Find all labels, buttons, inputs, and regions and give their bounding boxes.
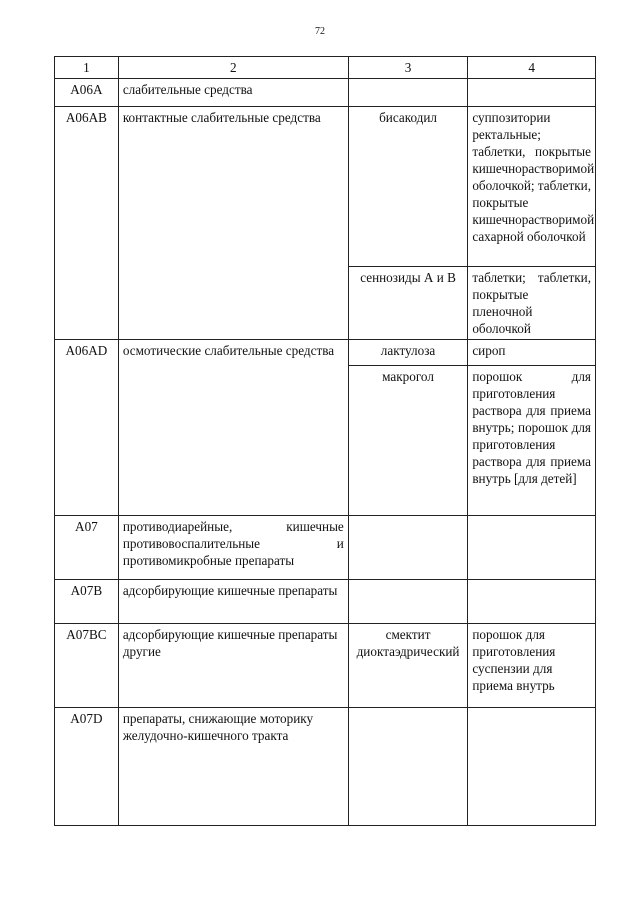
group-name: препараты, снижающие моторику желудочно-кишечного тракта — [118, 708, 348, 826]
table-row — [55, 340, 596, 366]
dosage-form: сироп — [468, 340, 596, 366]
page-number: 72 — [315, 26, 325, 37]
dosage-form: порошок для приготовления суспензии для приема внутрь — [468, 624, 596, 708]
group-name: контактные слабительные средства — [118, 107, 348, 340]
drug-name — [348, 79, 468, 107]
dosage-form — [468, 516, 596, 580]
group-name: противодиарейные, кишечные противовоспалительные и противомикробные препараты — [118, 516, 348, 580]
dosage-form: порошок для приготовления раствора для приема внутрь; порошок для приготовления раствора для приема внутрь [для детей] — [468, 366, 596, 516]
drug-name: смектит диоктаэдрический — [348, 624, 468, 708]
header-col-3: 3 — [348, 57, 468, 79]
dosage-form — [468, 580, 596, 624]
header-col-1: 1 — [55, 57, 119, 79]
table-row — [55, 580, 596, 624]
dosage-form — [468, 708, 596, 826]
atc-code: А06АD — [55, 340, 119, 516]
table-row — [55, 107, 596, 267]
drug-name — [348, 516, 468, 580]
dosage-form: суппозитории ректальные; таблетки, покрытые кишечнорастворимой оболочкой; таблетки, покрытые кишечнорастворимой сахарной оболочкой — [468, 107, 596, 267]
header-row — [55, 57, 596, 79]
atc-code: А07 — [55, 516, 119, 580]
group-name: слабительные средства — [118, 79, 348, 107]
drug-name: макрогол — [348, 366, 468, 516]
table-row — [55, 708, 596, 826]
group-name: осмотические слабительные средства — [118, 340, 348, 516]
drug-table — [54, 56, 596, 826]
drug-name — [348, 708, 468, 826]
drug-name: сеннозиды А и В — [348, 267, 468, 340]
table-row — [55, 79, 596, 107]
atc-code: А06А — [55, 79, 119, 107]
dosage-form — [468, 79, 596, 107]
drug-name — [348, 580, 468, 624]
drug-name: бисакодил — [348, 107, 468, 267]
group-name: адсорбирующие кишечные препараты — [118, 580, 348, 624]
group-name: адсорбирующие кишечные препараты другие — [118, 624, 348, 708]
table-row — [55, 624, 596, 708]
header-col-4: 4 — [468, 57, 596, 79]
header-col-2: 2 — [118, 57, 348, 79]
atc-code: А06АВ — [55, 107, 119, 340]
drug-name: лактулоза — [348, 340, 468, 366]
atc-code: А07В — [55, 580, 119, 624]
atc-code: А07D — [55, 708, 119, 826]
table-row — [55, 516, 596, 580]
atc-code: А07ВС — [55, 624, 119, 708]
dosage-form: таблетки; таблетки, покрытые пленочной оболочкой — [468, 267, 596, 340]
